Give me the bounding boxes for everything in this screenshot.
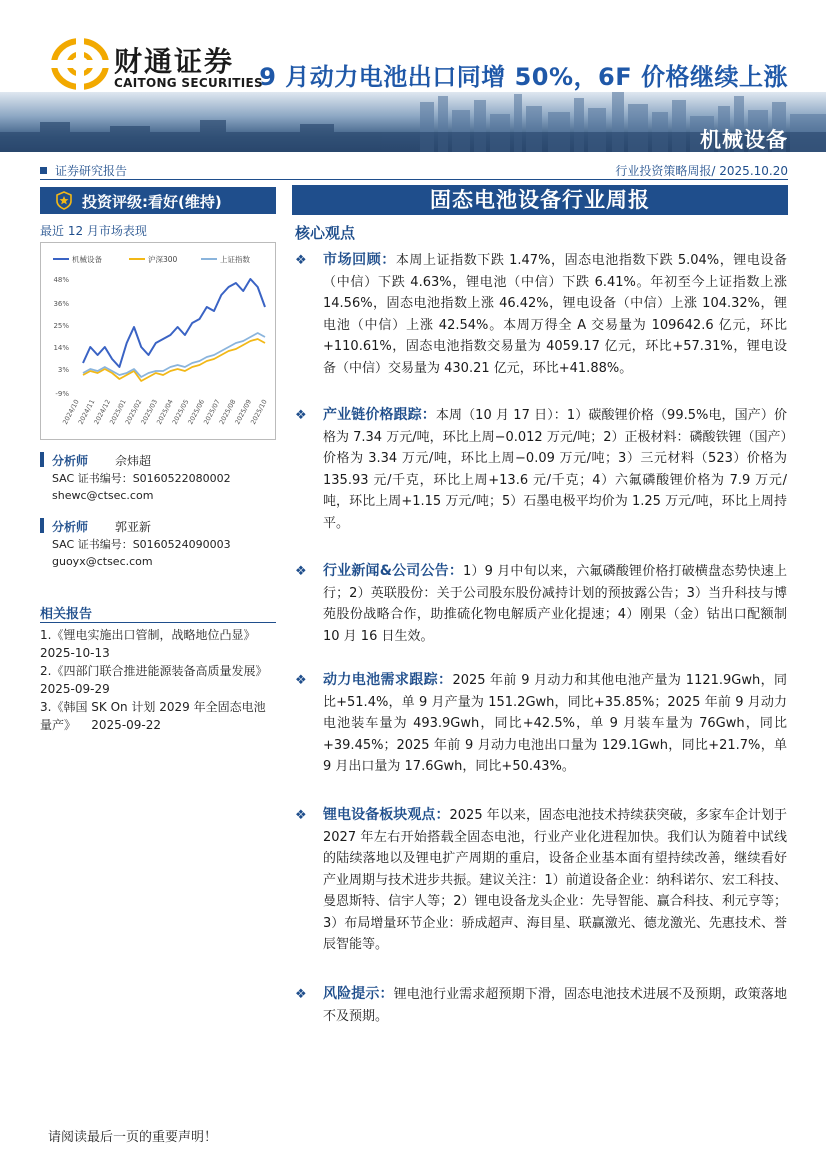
page-header xyxy=(0,0,826,155)
analyst-role: 分析师 xyxy=(52,454,89,468)
bullet-label: 动力电池需求跟踪： xyxy=(323,672,453,688)
diamond-bullet-icon: ❖ xyxy=(295,987,307,1002)
main-title: 固态电池设备行业周报 xyxy=(292,185,788,215)
diamond-bullet-icon: ❖ xyxy=(295,253,307,268)
y-tick-label: 3% xyxy=(57,366,69,374)
square-bullet-icon xyxy=(40,167,47,174)
brand-name-en: CAITONG SECURITIES xyxy=(114,76,264,90)
chart-svg xyxy=(41,243,277,441)
report-type: 证券研究报告 xyxy=(55,164,128,178)
related-report-item[interactable] xyxy=(40,698,276,734)
x-tick-label: 2025/03 xyxy=(139,398,160,426)
related-report-title: 3.《韩国 SK On 计划 2029 年全固态电池量产》 xyxy=(40,700,266,732)
divider xyxy=(40,622,276,623)
y-tick-label: 48% xyxy=(53,276,69,284)
series-line-1 xyxy=(83,279,265,367)
x-tick-label: 2025/01 xyxy=(108,398,128,426)
divider xyxy=(40,179,788,180)
accent-bar xyxy=(40,452,44,467)
analyst-card xyxy=(40,516,276,570)
analyst-name: 郭亚新 xyxy=(115,520,152,534)
shield-icon xyxy=(55,191,73,210)
x-tick-label: 2025/06 xyxy=(186,398,207,426)
bullet-label: 风险提示： xyxy=(323,986,394,1002)
x-tick-label: 2024/12 xyxy=(92,398,113,426)
diamond-bullet-icon: ❖ xyxy=(295,808,307,823)
related-report-date: 2025-09-22 xyxy=(91,718,162,732)
y-tick-label: 36% xyxy=(53,300,69,308)
sector-label: 机械设备 xyxy=(700,128,788,152)
brand-name-cn: 财通证券 xyxy=(114,45,235,78)
x-tick-label: 2025/04 xyxy=(155,398,175,426)
legend-label: 上证指数 xyxy=(220,255,250,264)
y-tick-label: 25% xyxy=(53,322,69,330)
bullet-price-tracking xyxy=(295,405,787,534)
sub-header xyxy=(40,162,788,180)
analyst-role: 分析师 xyxy=(52,520,89,534)
analyst-sac: SAC 证书编号：S0160522080002 xyxy=(52,472,231,485)
bullet-label: 产业链价格跟踪： xyxy=(323,407,436,423)
diamond-bullet-icon: ❖ xyxy=(295,408,307,423)
market-performance-chart xyxy=(40,242,276,440)
series-line-2 xyxy=(83,339,265,381)
related-report-item[interactable] xyxy=(40,662,276,698)
related-report-item[interactable] xyxy=(40,626,276,662)
x-tick-label: 2025/02 xyxy=(123,398,144,426)
related-report-title: 2.《四部门联合推进能源装备高质量发展》 xyxy=(40,664,268,678)
accent-bar xyxy=(40,518,44,533)
x-tick-label: 2025/10 xyxy=(249,398,269,426)
bullet-label: 行业新闻&公司公告： xyxy=(323,563,464,579)
y-tick-label: 14% xyxy=(53,344,69,352)
bullet-text: 1）9 月中旬以来，六氟磷酸锂价格打破横盘态势快速上行；2）英联股份：关于公司股东股份减持计划的预披露公告；3）当升科技与博苑股份战略合作，助推硫化物电解质产业化提速；4）刚果（金）钴出口配额制 10 月 16 日生效。 xyxy=(323,564,787,644)
bullet-battery-demand xyxy=(295,670,787,778)
x-tick-label: 2024/10 xyxy=(61,398,81,426)
analyst-card xyxy=(40,450,276,504)
x-tick-label: 2024/11 xyxy=(76,398,97,426)
report-series-date: 行业投资策略周报/ 2025.10.20 xyxy=(615,164,788,178)
related-report-title: 1.《锂电实施出口管制，战略地位凸显》 xyxy=(40,628,256,642)
report-title: 9 月动力电池出口同增 50%，6F 价格继续上涨 xyxy=(259,63,788,91)
bullet-text: 本周上证指数下跌 1.47%，固态电池指数下跌 5.04%，锂电设备（中信）下跌 4.63%，锂电池（中信）下跌 6.41%。年初至今上证指数上涨 14.56%，固态电池指数上涨 46.42%，锂电设备（中信）上涨 104.32%，锂电池（中信）上涨 42.54%。本周万得全 A 交易量为 109642.6 亿元，环比+110.61%，固态电池指数交易量为 4059.17 亿元，环比+57.31%，锂电设备（中信）交易量为 430.21 亿元，环比+41.88%。 xyxy=(323,253,787,376)
x-tick-label: 2025/07 xyxy=(202,398,222,426)
analyst-name: 佘炜超 xyxy=(115,454,152,468)
rating-text: 投资评级:看好(维持) xyxy=(82,193,222,211)
y-tick-label: -9% xyxy=(55,390,69,398)
x-tick-label: 2025/08 xyxy=(217,398,238,426)
bullet-industry-news xyxy=(295,561,787,647)
related-report-date: 2025-10-13 xyxy=(40,646,110,660)
x-tick-label: 2025/09 xyxy=(233,398,254,426)
bullet-label: 锂电设备板块观点： xyxy=(323,807,450,823)
bullet-equipment-view xyxy=(295,805,787,956)
related-report-date: 2025-09-29 xyxy=(40,682,110,696)
bullet-text: 本周（10 月 17 日）：1）碳酸锂价格（99.5%电，国产）价格为 7.34 万元/吨，环比上周−0.012 万元/吨；2）正极材料：磷酸铁锂（国产）价格为 3.34 万元/吨，环比上周−0.09 万元/吨；3）三元材料（523）价格为 135.93 元/千克，环比上周+13.6 元/千克；4）六氟磷酸锂价格为 7.9 万元/吨，环比上周+1.15 万元/吨；5）石墨电极平均价为 1.25 万元/吨，环比上周持平。 xyxy=(323,408,787,531)
footer-disclaimer: 请阅读最后一页的重要声明！ xyxy=(48,1130,218,1145)
legend-label: 沪深300 xyxy=(148,255,178,264)
bullet-risk-warning xyxy=(295,984,787,1027)
bullet-text: 2025 年前 9 月动力和其他电池产量为 1121.9Gwh，同比+51.4%，单 9 月产量为 151.2Gwh，同比+35.85%；2025 年前 9 月动力电池装车量为 493.9Gwh，同比+42.5%，单 9 月装车量为 76Gwh，同比+39.45%；2025 年前 9 月动力电池出口量为 129.1Gwh，同比+21.7%，单 9 月出口量为 17.6Gwh，同比+50.43%。 xyxy=(323,673,787,774)
analyst-email[interactable]: shewc@ctsec.com xyxy=(52,489,154,502)
x-tick-label: 2025/05 xyxy=(170,398,191,426)
bullet-label: 市场回顾： xyxy=(323,252,396,268)
analyst-email[interactable]: guoyx@ctsec.com xyxy=(52,555,153,568)
caitong-logo-icon xyxy=(50,38,110,90)
diamond-bullet-icon: ❖ xyxy=(295,673,307,688)
performance-label: 最近 12 月市场表现 xyxy=(40,224,147,238)
bullet-text: 锂电池行业需求超预期下滑，固态电池技术进展不及预期，政策落地不及预期。 xyxy=(323,987,787,1024)
legend-label: 机械设备 xyxy=(72,255,102,264)
rating-bar xyxy=(40,187,276,214)
diamond-bullet-icon: ❖ xyxy=(295,564,307,579)
bullet-market-review xyxy=(295,250,787,379)
analyst-sac: SAC 证书编号：S0160524090003 xyxy=(52,538,231,551)
bullet-text: 2025 年以来，固态电池技术持续获突破，多家车企计划于 2027 年左右开始搭载全固态电池，行业产业化进程加快。我们认为随着中试线的陆续落地以及锂电扩产周期的重启，设备企业基本面有望持续改善，继续看好产业周期与技术进步共振。建议关注：1）前道设备企业：纳科诺尔、宏工科技、曼恩斯特、信宇人等；2）锂电设备龙头企业：先导智能、赢合科技、利元亨等；3）布局增量环节企业：骄成超声、海目星、联赢激光、德龙激光、先惠技术、誉辰智能等。 xyxy=(323,808,788,952)
related-reports-title: 相关报告 xyxy=(40,607,93,622)
core-views-title: 核心观点 xyxy=(295,224,356,242)
related-reports-list xyxy=(40,626,276,734)
